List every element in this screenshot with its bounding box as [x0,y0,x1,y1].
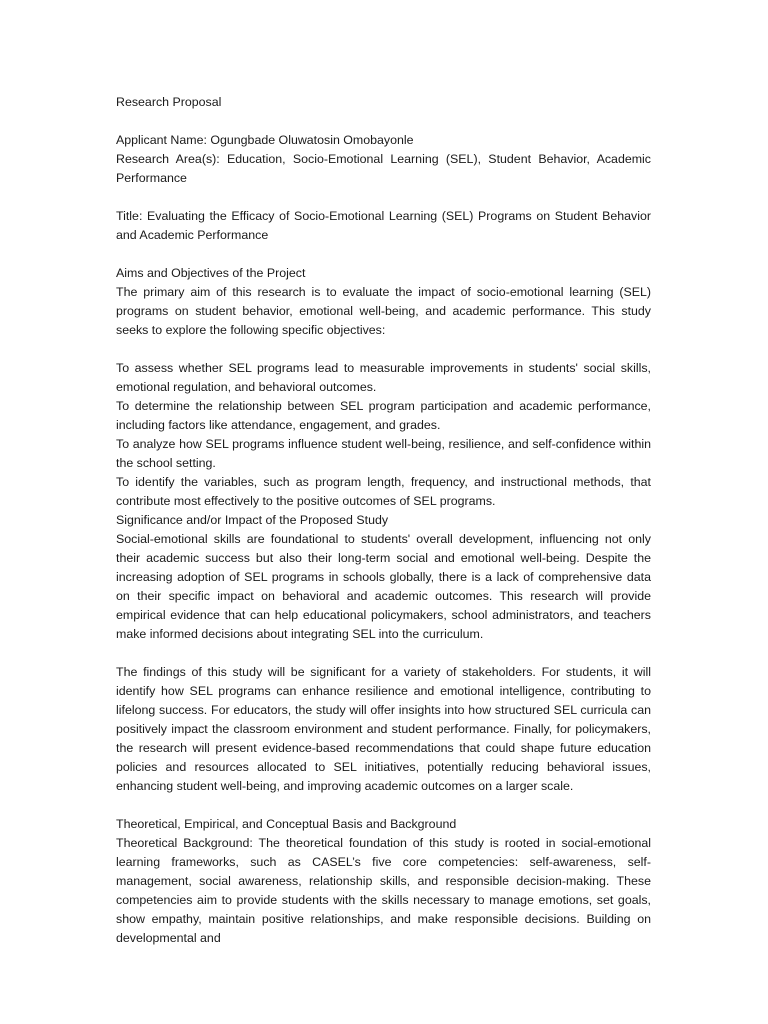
applicant-name: Applicant Name: Ogungbade Oluwatosin Omobayonle [116,133,414,147]
spacer [116,340,651,359]
proposal-title: Title: Evaluating the Efficacy of Socio-Emotional Learning (SEL) Programs on Student Behavior and Academic Performance [116,209,651,242]
spacer [116,644,651,663]
spacer [116,188,651,207]
aims-intro: The primary aim of this research is to evaluate the impact of socio-emotional learning (SEL) programs on student behavior, emotional well-being, and academic performance. This study seeks to explore the following specific objectives: [116,285,651,337]
spacer [116,796,651,815]
significance-paragraph-2: The findings of this study will be significant for a variety of stakeholders. For students, it will identify how SEL programs can enhance resilience and emotional intelligence, contributing to lifelong success. For educators, the study will offer insights into how structured SEL curricula can positively impact the classroom environment and student performance. Finally, for policymakers, the research will present evidence-based recommendations that could shape future education policies and resources allocated to SEL initiatives, potentially reducing behavioral issues, enhancing student well-being, and improving academic outcomes on a larger scale. [116,665,651,793]
background-paragraph-1: Theoretical Background: The theoretical foundation of this study is rooted in social-emotional learning frameworks, such as CASEL’s five core competencies: self-awareness, self-management, social awareness, relationship skills, and responsible decision-making. These competencies aim to provide students with the skills necessary to manage emotions, set goals, show empathy, maintain positive relationships, and make responsible decisions. Building on developmental and [116,836,651,945]
significance-heading: Significance and/or Impact of the Proposed Study [116,513,389,527]
objective-item: To determine the relationship between SEL program participation and academic performance, including factors like attendance, engagement, and grades. [116,399,651,432]
spacer [116,112,651,131]
document-heading: Research Proposal [116,95,222,109]
document-page [116,93,651,948]
objective-item: To identify the variables, such as program length, frequency, and instructional methods, that contribute most effectively to the positive outcomes of SEL programs. [116,475,651,508]
research-area: Research Area(s): Education, Socio-Emotional Learning (SEL), Student Behavior, Academic Performance [116,152,651,185]
objective-item: To assess whether SEL programs lead to measurable improvements in students' social skills, emotional regulation, and behavioral outcomes. [116,361,651,394]
objective-item: To analyze how SEL programs influence student well-being, resilience, and self-confidence within the school setting. [116,437,651,470]
aims-heading: Aims and Objectives of the Project [116,266,306,280]
background-heading: Theoretical, Empirical, and Conceptual Basis and Background [116,817,457,831]
significance-paragraph-1: Social-emotional skills are foundational to students' overall development, influencing not only their academic success but also their long-term social and emotional well-being. Despite the increasing adoption of SEL programs in schools globally, there is a lack of comprehensive data on their specific impact on behavioral and academic outcomes. This research will provide empirical evidence that can help educational policymakers, school administrators, and teachers make informed decisions about integrating SEL into the curriculum. [116,532,651,641]
spacer [116,245,651,264]
